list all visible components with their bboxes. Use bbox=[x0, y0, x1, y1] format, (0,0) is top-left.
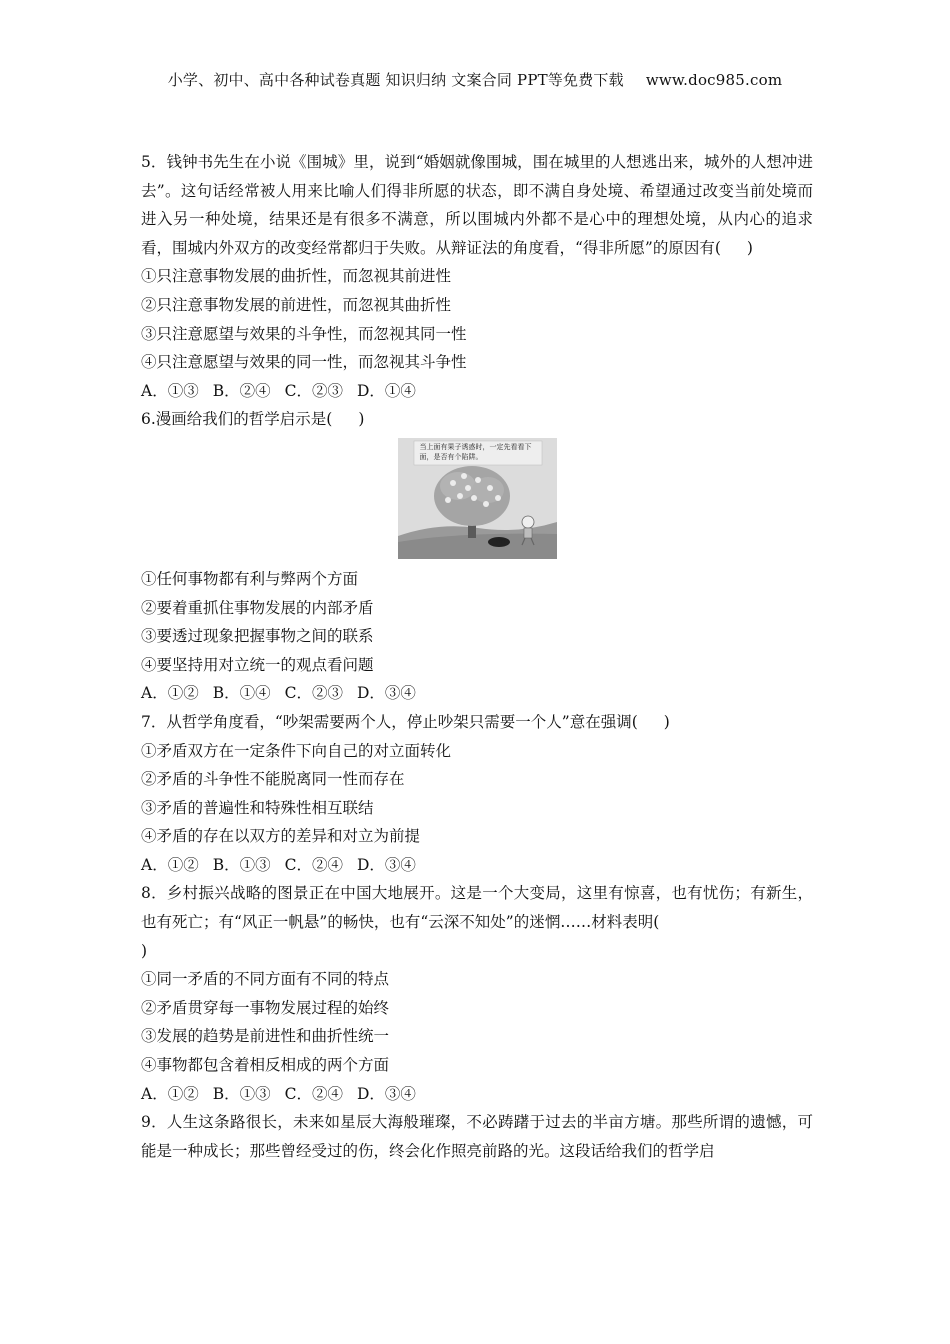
question-7-paren-close: ) bbox=[663, 712, 670, 731]
question-6-item-4: ④要坚持用对立统一的观点看问题 bbox=[141, 655, 374, 674]
question-5-option-c[interactable]: C．②③ bbox=[284, 381, 343, 400]
question-9 bbox=[141, 1108, 813, 1165]
question-7-options bbox=[141, 851, 813, 880]
question-7-stem bbox=[141, 708, 813, 737]
question-6-item-1: ①任何事物都有利与弊两个方面 bbox=[141, 569, 359, 588]
question-7 bbox=[141, 708, 813, 880]
question-8-option-d[interactable]: D．③④ bbox=[356, 1084, 416, 1103]
question-5-item-1: ①只注意事物发展的曲折性，而忽视其前进性 bbox=[141, 267, 452, 286]
question-9-stem: 9．人生这条路很长，未来如星辰大海般璀璨，不必踌躇于过去的半亩方塘。那些所谓的遗憾，可能是一种成长；那些曾经受过的伤，终会化作照亮前路的光。这段话给我们的哲学启 bbox=[141, 1113, 813, 1160]
question-6-options bbox=[141, 679, 813, 708]
question-7-option-d[interactable]: D．③④ bbox=[356, 855, 416, 874]
question-5-option-a[interactable]: A．①③ bbox=[141, 381, 199, 400]
header-text: 小学、初中、高中各种试卷真题 知识归纳 文案合同 PPT等免费下载 bbox=[167, 71, 624, 89]
question-8-options bbox=[141, 1080, 813, 1109]
cartoon-trap-label: 陷阱 bbox=[495, 539, 506, 546]
question-5-paren-close: ) bbox=[746, 238, 753, 257]
page-header bbox=[0, 69, 950, 90]
question-8-stem: 8．乡村振兴战略的图景正在中国大地展开。这是一个大变局，这里有惊喜，也有忧伤；有新生，也有死亡；有“风正一帆悬”的畅快，也有“云深不知处”的迷惘……材料表明( bbox=[141, 884, 813, 932]
cartoon-image bbox=[398, 438, 557, 559]
question-7-item-2: ②矛盾的斗争性不能脱离同一性而存在 bbox=[141, 770, 405, 789]
question-8-paren-close: ) bbox=[141, 941, 148, 960]
question-5 bbox=[141, 148, 813, 405]
question-6-paren-close: ) bbox=[358, 410, 365, 429]
question-7-item-1: ①矛盾双方在一定条件下向自己的对立面转化 bbox=[141, 741, 452, 760]
question-5-stem-text: 5．钱钟书先生在小说《围城》里，说到“婚姻就像围城，围在城里的人想逃出来，城外的人想冲进去”。这句话经常被人用来比喻人们得非所愿的状态，即不满自身处境、希望通过改变当前处境而进入另一种处境，结果还是有很多不满意，所以围城内外都不是心中的理想处境，从内心的追求看，围城内外双方的改变经常都归于失败。从辩证法的角度看，“得非所愿”的原因有( bbox=[141, 153, 813, 257]
question-8-item-3: ③发展的趋势是前进性和曲折性统一 bbox=[141, 1027, 390, 1046]
question-5-item-3: ③只注意愿望与效果的斗争性，而忽视其同一性 bbox=[141, 324, 467, 343]
question-8-item-4: ④事物都包含着相反相成的两个方面 bbox=[141, 1056, 390, 1075]
question-7-option-b[interactable]: B．①③ bbox=[212, 855, 271, 874]
question-6-stem bbox=[141, 405, 813, 434]
question-5-item-2: ②只注意事物发展的前进性，而忽视其曲折性 bbox=[141, 295, 452, 314]
question-7-option-c[interactable]: C．②④ bbox=[284, 855, 343, 874]
question-6-option-a[interactable]: A．①② bbox=[141, 684, 199, 703]
question-6-option-c[interactable]: C．②③ bbox=[284, 684, 343, 703]
question-5-option-d[interactable]: D．①④ bbox=[356, 381, 416, 400]
question-8-item-2: ②矛盾贯穿每一事物发展过程的始终 bbox=[141, 998, 390, 1017]
question-8-option-b[interactable]: B．①③ bbox=[212, 1084, 271, 1103]
question-7-item-3: ③矛盾的普遍性和特殊性相互联结 bbox=[141, 798, 374, 817]
cartoon-caption: 当上面有果子诱惑时，一定先看看下面，是否有个陷阱。 bbox=[419, 442, 532, 461]
question-7-option-a[interactable]: A．①② bbox=[141, 855, 199, 874]
question-6-option-b[interactable]: B．①④ bbox=[212, 684, 271, 703]
question-6-item-2: ②要着重抓住事物发展的内部矛盾 bbox=[141, 598, 374, 617]
question-8-option-a[interactable]: A．①② bbox=[141, 1084, 199, 1103]
question-6-option-d[interactable]: D．③④ bbox=[356, 684, 416, 703]
question-5-stem bbox=[141, 148, 813, 262]
question-content bbox=[141, 148, 813, 1165]
question-5-options bbox=[141, 377, 813, 406]
question-6-stem-text: 6.漫画给我们的哲学启示是( bbox=[141, 410, 333, 429]
question-8 bbox=[141, 879, 813, 1108]
question-7-item-4: ④矛盾的存在以双方的差异和对立为前提 bbox=[141, 827, 421, 846]
question-8-item-1: ①同一矛盾的不同方面有不同的特点 bbox=[141, 970, 390, 989]
question-5-option-b[interactable]: B．②④ bbox=[212, 381, 271, 400]
header-site[interactable]: www.doc985.com bbox=[645, 71, 783, 89]
question-7-stem-text: 7．从哲学角度看，“吵架需要两个人，停止吵架只需要一个人”意在强调( bbox=[141, 712, 638, 731]
question-8-option-c[interactable]: C．②④ bbox=[284, 1084, 343, 1103]
question-5-item-4: ④只注意愿望与效果的同一性，而忽视其斗争性 bbox=[141, 353, 467, 372]
question-6-item-3: ③要透过现象把握事物之间的联系 bbox=[141, 627, 374, 646]
question-6 bbox=[141, 405, 813, 708]
